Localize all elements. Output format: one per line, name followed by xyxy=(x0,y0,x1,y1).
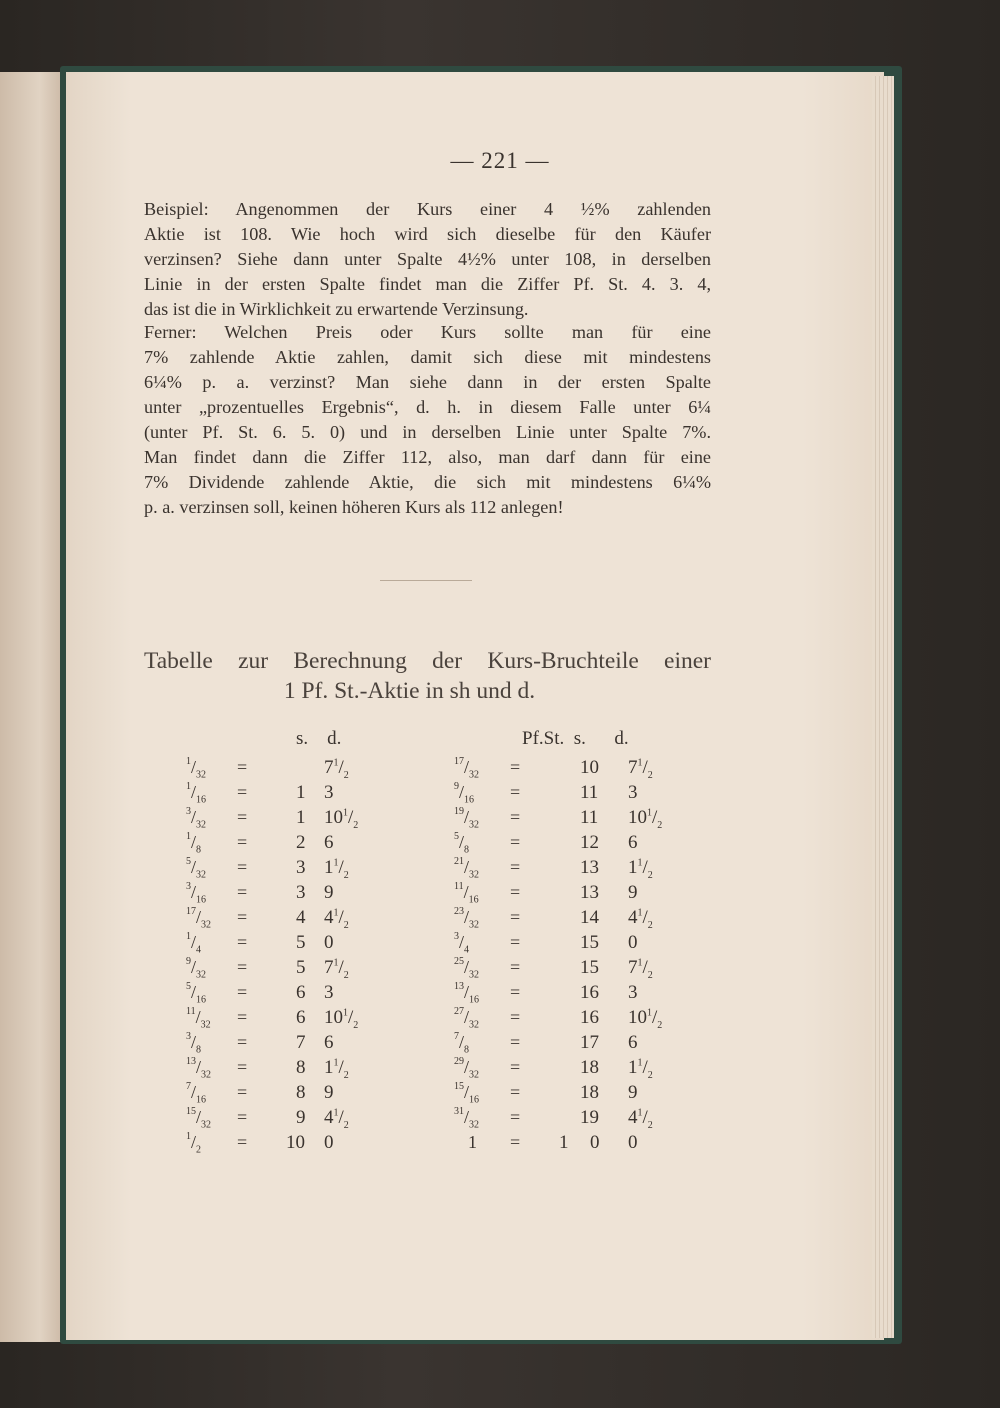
shilling-cell: 19 xyxy=(580,1107,599,1128)
shilling-cell: 10 xyxy=(580,757,599,778)
fraction-cell: $^7/_{16}$ xyxy=(186,1081,207,1106)
pence-cell: $4^1/_2$ xyxy=(324,1107,349,1131)
equals-sign: = xyxy=(510,982,521,1002)
equals-sign: = xyxy=(237,807,248,827)
fraction-cell: $^{29}/_{32}$ xyxy=(454,1056,480,1081)
fraction-cell: $^3/_{16}$ xyxy=(186,881,207,906)
text-line: 6¼% p. a. verzinst? Man siehe dann in der ersten Spalte xyxy=(144,372,711,392)
pound-cell: 1 xyxy=(559,1132,569,1153)
equals-sign: = xyxy=(510,757,521,777)
fraction-cell: $^5/_{32}$ xyxy=(186,856,207,881)
shilling-cell: 13 xyxy=(580,857,599,878)
shilling-cell: 1 xyxy=(296,807,306,828)
pence-cell: $7^1/_2$ xyxy=(324,957,349,981)
left-page-edge xyxy=(0,72,68,1342)
pence-cell: $1^1/_2$ xyxy=(324,857,349,881)
text-line: 7% zahlende Aktie zahlen, damit sich diese mit mindestens xyxy=(144,347,711,367)
shilling-cell: 8 xyxy=(296,1082,306,1103)
fraction-cell: $^{23}/_{32}$ xyxy=(454,906,480,931)
equals-sign: = xyxy=(510,957,521,977)
equals-sign: = xyxy=(237,1082,248,1102)
pence-cell: 6 xyxy=(628,832,638,853)
shilling-cell: 7 xyxy=(296,1032,306,1053)
fraction-cell: $^{15}/_{32}$ xyxy=(186,1106,212,1131)
fraction-cell: $^3/_{32}$ xyxy=(186,806,207,831)
shilling-cell: 17 xyxy=(580,1032,599,1053)
pence-cell: $7^1/_2$ xyxy=(324,757,349,781)
equals-sign: = xyxy=(237,832,248,852)
shilling-cell: 13 xyxy=(580,882,599,903)
text-line: unter „prozentuelles Ergebnis“, d. h. in diesem Falle unter 6¼ xyxy=(144,397,711,417)
equals-sign: = xyxy=(237,907,248,927)
equals-sign: = xyxy=(510,857,521,877)
shilling-cell: 16 xyxy=(580,1007,599,1028)
equals-sign: = xyxy=(510,1007,521,1027)
pence-cell: 6 xyxy=(324,832,334,853)
shilling-cell: 9 xyxy=(296,1107,306,1128)
shilling-cell: 6 xyxy=(296,982,306,1003)
shilling-cell: 3 xyxy=(296,882,306,903)
fraction-cell: $^1/_8$ xyxy=(186,831,202,856)
text-line: Beispiel: Angenommen der Kurs einer 4 ½% zahlenden xyxy=(144,199,711,219)
fraction-cell: $^{15}/_{16}$ xyxy=(454,1081,480,1106)
pence-cell: 3 xyxy=(628,782,638,803)
equals-sign: = xyxy=(237,1057,248,1077)
pence-cell: $10^1/_2$ xyxy=(628,807,663,831)
pence-cell: 6 xyxy=(324,1032,334,1053)
equals-sign: = xyxy=(510,1082,521,1102)
equals-sign: = xyxy=(237,1132,248,1152)
page-edges xyxy=(872,76,894,1338)
shilling-cell: 1 xyxy=(296,782,306,803)
equals-sign: = xyxy=(237,882,248,902)
equals-sign: = xyxy=(237,982,248,1002)
shilling-cell: 16 xyxy=(580,982,599,1003)
fraction-cell: $^9/_{32}$ xyxy=(186,956,207,981)
fraction-cell: $^5/_8$ xyxy=(454,831,470,856)
shilling-cell: 15 xyxy=(580,957,599,978)
pence-cell: 3 xyxy=(324,982,334,1003)
text-line: p. a. verzinsen soll, keinen höheren Kurs als 112 anlegen! xyxy=(144,497,564,517)
fraction-cell: $^{25}/_{32}$ xyxy=(454,956,480,981)
pence-cell: 3 xyxy=(324,782,334,803)
pence-cell: $1^1/_2$ xyxy=(628,1057,653,1081)
shilling-cell: 3 xyxy=(296,857,306,878)
shilling-cell: 12 xyxy=(580,832,599,853)
fraction-cell: $^{13}/_{32}$ xyxy=(186,1056,212,1081)
pence-cell: 6 xyxy=(628,1032,638,1053)
left-column-header: s. d. xyxy=(296,728,342,749)
pence-cell: 9 xyxy=(324,1082,334,1103)
paragraph-example xyxy=(144,197,711,322)
shilling-cell: 8 xyxy=(296,1057,306,1078)
equals-sign: = xyxy=(510,782,521,802)
shilling-cell: 0 xyxy=(590,1132,600,1153)
fraction-cell: $^1/_2$ xyxy=(186,1131,202,1156)
pence-cell: $10^1/_2$ xyxy=(324,1007,359,1031)
fraction-cell: $^{11}/_{16}$ xyxy=(454,881,479,906)
text-line: 7% Dividende zahlende Aktie, die sich mit mindestens 6¼% xyxy=(144,472,711,492)
equals-sign: = xyxy=(237,1107,248,1127)
shilling-cell: 11 xyxy=(580,807,599,828)
pence-cell: $7^1/_2$ xyxy=(628,957,653,981)
fraction-cell: $^1/_{32}$ xyxy=(186,756,207,781)
shilling-cell: 4 xyxy=(296,907,306,928)
text-line: Ferner: Welchen Preis oder Kurs sollte man für eine xyxy=(144,322,711,342)
shilling-cell: 2 xyxy=(296,832,306,853)
equals-sign: = xyxy=(237,1032,248,1052)
right-column-header: Pf.St. s. d. xyxy=(522,728,629,749)
fraction-cell: $^{17}/_{32}$ xyxy=(186,906,212,931)
fraction-cell: $^{11}/_{32}$ xyxy=(186,1006,211,1031)
pence-cell: 0 xyxy=(324,932,334,953)
shilling-cell: 5 xyxy=(296,932,306,953)
text-line: Man findet dann die Ziffer 112, also, man darf dann für eine xyxy=(144,447,711,467)
equals-sign: = xyxy=(510,1032,521,1052)
fraction-cell: $^3/_8$ xyxy=(186,1031,202,1056)
equals-sign: = xyxy=(237,757,248,777)
shilling-cell: 5 xyxy=(296,957,306,978)
section-divider xyxy=(380,580,472,581)
equals-sign: = xyxy=(237,957,248,977)
fraction-cell: $^1/_{16}$ xyxy=(186,781,207,806)
text-line: das ist die in Wirklichkeit zu erwartende Verzinsung. xyxy=(144,299,529,319)
fraction-cell: $^9/_{16}$ xyxy=(454,781,475,806)
pence-cell: $4^1/_2$ xyxy=(628,907,653,931)
shilling-cell: 10 xyxy=(286,1132,305,1153)
pence-cell: 9 xyxy=(324,882,334,903)
equals-sign: = xyxy=(510,1132,521,1152)
table-title-line: Tabelle zur Berechnung der Kurs-Bruchteile einer xyxy=(144,648,711,674)
fraction-cell: $^{27}/_{32}$ xyxy=(454,1006,480,1031)
fraction-cell: $^5/_{16}$ xyxy=(186,981,207,1006)
fraction-cell: $^3/_4$ xyxy=(454,931,470,956)
equals-sign: = xyxy=(510,907,521,927)
equals-sign: = xyxy=(510,807,521,827)
table-title-line: 1 Pf. St.-Aktie in sh und d. xyxy=(283,678,536,704)
equals-sign: = xyxy=(237,1007,248,1027)
fraction-cell: $^7/_8$ xyxy=(454,1031,470,1056)
equals-sign: = xyxy=(510,1107,521,1127)
fraction-cell: $^{21}/_{32}$ xyxy=(454,856,480,881)
shilling-cell: 18 xyxy=(580,1082,599,1103)
fraction-cell: 1 xyxy=(468,1132,477,1152)
text-line: (unter Pf. St. 6. 5. 0) und in derselben Linie unter Spalte 7%. xyxy=(144,422,711,442)
shilling-cell: 14 xyxy=(580,907,599,928)
shilling-cell: 18 xyxy=(580,1057,599,1078)
equals-sign: = xyxy=(510,1057,521,1077)
pence-cell: 0 xyxy=(628,932,638,953)
pence-cell: 3 xyxy=(628,982,638,1003)
fraction-cell: $^{17}/_{32}$ xyxy=(454,756,480,781)
pence-cell: 9 xyxy=(628,1082,638,1103)
equals-sign: = xyxy=(237,857,248,877)
pence-cell: 9 xyxy=(628,882,638,903)
text-line: Aktie ist 108. Wie hoch wird sich dieselbe für den Käufer xyxy=(144,224,711,244)
text-line: Linie in der ersten Spalte findet man die Ziffer Pf. St. 4. 3. 4, xyxy=(144,274,711,294)
pence-cell: $4^1/_2$ xyxy=(324,907,349,931)
text-line: verzinsen? Siehe dann unter Spalte 4½% unter 108, in derselben xyxy=(144,249,711,269)
shilling-cell: 15 xyxy=(580,932,599,953)
equals-sign: = xyxy=(510,882,521,902)
fraction-cell: $^{19}/_{32}$ xyxy=(454,806,480,831)
shilling-cell: 6 xyxy=(296,1007,306,1028)
table-title xyxy=(144,646,711,706)
pence-cell: 0 xyxy=(628,1132,638,1153)
pence-cell: 0 xyxy=(324,1132,334,1153)
pence-cell: $4^1/_2$ xyxy=(628,1107,653,1131)
fraction-cell: $^{31}/_{32}$ xyxy=(454,1106,480,1131)
equals-sign: = xyxy=(510,832,521,852)
pence-cell: $1^1/_2$ xyxy=(324,1057,349,1081)
pence-cell: $7^1/_2$ xyxy=(628,757,653,781)
pence-cell: $1^1/_2$ xyxy=(628,857,653,881)
paragraph-further xyxy=(144,320,711,520)
pence-cell: $10^1/_2$ xyxy=(628,1007,663,1031)
page-number: — 221 — xyxy=(450,148,550,173)
equals-sign: = xyxy=(510,932,521,952)
fraction-cell: $^{13}/_{16}$ xyxy=(454,981,480,1006)
fraction-cell: $^1/_4$ xyxy=(186,931,202,956)
equals-sign: = xyxy=(237,782,248,802)
equals-sign: = xyxy=(237,932,248,952)
pence-cell: $10^1/_2$ xyxy=(324,807,359,831)
shilling-cell: 11 xyxy=(580,782,599,803)
